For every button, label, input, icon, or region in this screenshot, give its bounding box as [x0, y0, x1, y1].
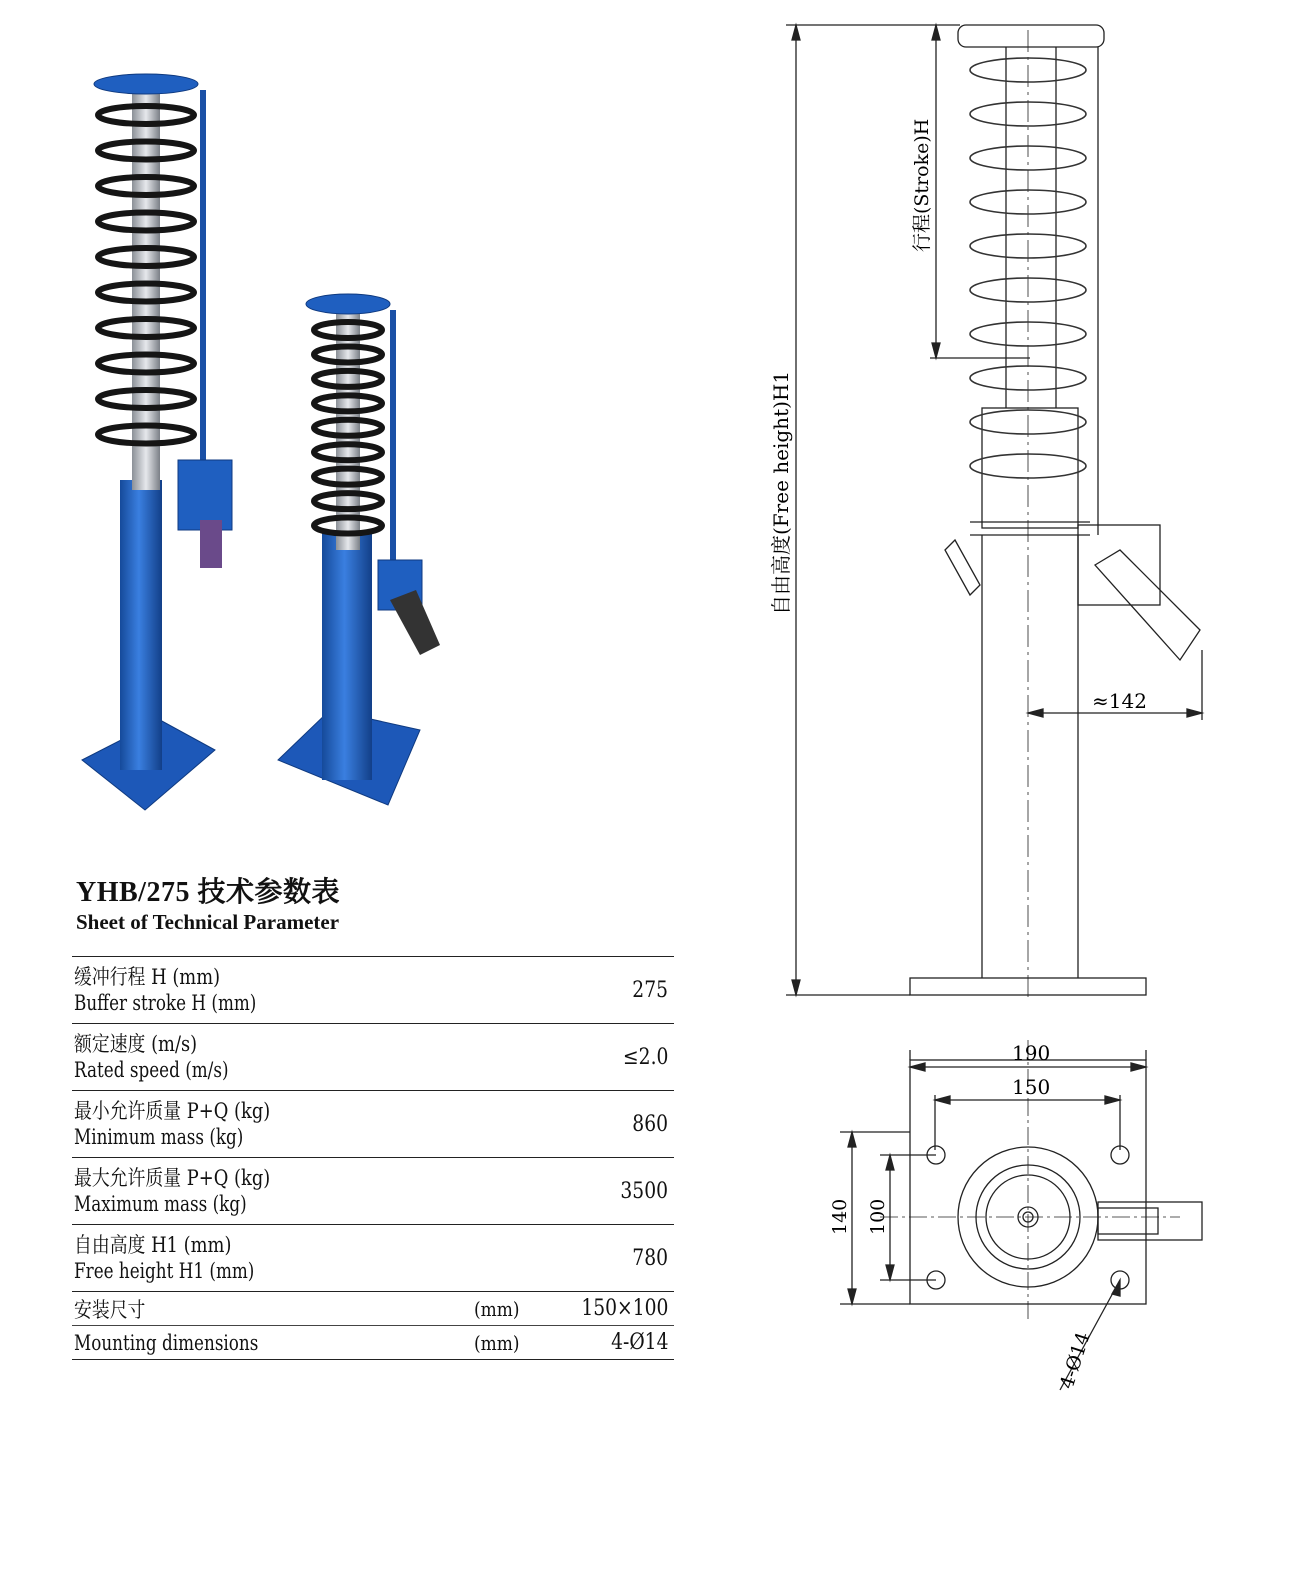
param-value: 275: [632, 977, 668, 1003]
param-value: ≤2.0: [622, 1044, 668, 1070]
mounting-unit-1: (mm): [474, 1296, 520, 1321]
short-buffer: [278, 294, 440, 805]
mounting-en: Mounting dimensions: [74, 1330, 259, 1355]
parameter-table: [72, 956, 674, 1360]
dim-150-label: 150: [1012, 1075, 1051, 1099]
stroke-label: 行程(Stroke)H: [911, 118, 933, 252]
table-title: YHB/275 技术参数表: [76, 877, 340, 908]
dim-140-label: 140: [829, 1198, 851, 1235]
mounting-zh: 安装尺寸: [74, 1297, 146, 1322]
mounting-unit-2: (mm): [474, 1330, 520, 1355]
free-height-label: 自由高度(Free height)H1: [769, 370, 793, 615]
param-row-free-height: 自由高度 H1 (mm) Free height H1 (mm) 780: [72, 1225, 674, 1292]
dim-100-label: 100: [867, 1198, 889, 1235]
param-value: 860: [632, 1111, 668, 1137]
technical-drawing: [740, 10, 1300, 1410]
tall-buffer: [82, 74, 232, 810]
param-row-stroke: 缓冲行程 H (mm) Buffer stroke H (mm) 275: [72, 957, 674, 1024]
product-photo: [60, 60, 480, 840]
table-subtitle: Sheet of Technical Parameter: [76, 910, 340, 934]
approx-142-label: ≈142: [1092, 689, 1147, 713]
param-row-mounting-1: [72, 1292, 674, 1326]
holes-label: 4-Ø14: [1055, 1329, 1095, 1392]
mounting-value-2: 4-Ø14: [610, 1330, 668, 1355]
param-row-min-mass: 最小允许质量 P+Q (kg) Minimum mass (kg) 860: [72, 1091, 674, 1158]
param-row-max-mass: 最大允许质量 P+Q (kg) Maximum mass (kg) 3500: [72, 1158, 674, 1225]
param-row-mounting-2: [72, 1326, 674, 1360]
param-row-speed: 额定速度 (m/s) Rated speed (m/s) ≤2.0: [72, 1024, 674, 1091]
mounting-value-1: 150×100: [580, 1296, 668, 1321]
param-value: 780: [632, 1245, 668, 1271]
param-value: 3500: [620, 1178, 668, 1204]
dim-190-label: 190: [1012, 1041, 1051, 1065]
